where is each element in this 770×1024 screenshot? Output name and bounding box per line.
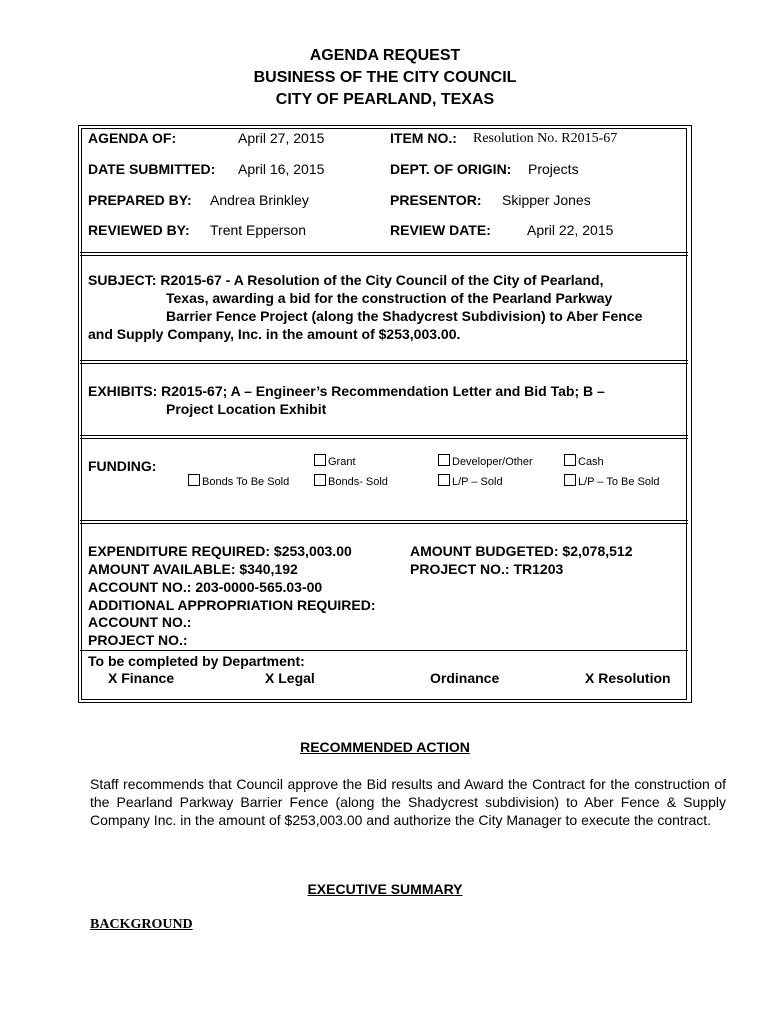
- finance-item: X Finance: [108, 670, 175, 686]
- prepared-by-value: Andrea Brinkley: [210, 192, 309, 208]
- funding-option-grant[interactable]: [314, 454, 356, 468]
- expenditure-required: EXPENDITURE REQUIRED: $253,003.00: [88, 543, 352, 559]
- account-no-2: ACCOUNT NO.:: [88, 614, 192, 630]
- date-submitted-value: April 16, 2015: [238, 161, 325, 177]
- checkbox[interactable]: [564, 454, 576, 466]
- funding-option-label: L/P – To Be Sold: [578, 476, 660, 488]
- review-date-label: REVIEW DATE:: [390, 222, 491, 238]
- presentor-label: PRESENTOR:: [390, 192, 482, 208]
- divider: [80, 650, 688, 651]
- dept-origin-value: Projects: [528, 161, 579, 177]
- funding-option-cash[interactable]: [564, 454, 604, 468]
- resolution-item: X Resolution: [585, 670, 671, 686]
- additional-appropriation: ADDITIONAL APPROPRIATION REQUIRED:: [88, 597, 376, 613]
- exhibits-line-1: EXHIBITS: R2015-67; A – Engineer’s Recommendation Letter and Bid Tab; B –: [88, 383, 605, 399]
- dept-origin-label: DEPT. OF ORIGIN:: [390, 161, 512, 177]
- header-line-1: AGENDA REQUEST: [309, 47, 461, 64]
- project-no-2: PROJECT NO.:: [88, 632, 188, 648]
- divider: [80, 360, 688, 361]
- date-submitted-label: DATE SUBMITTED:: [88, 161, 216, 177]
- divider: [80, 255, 688, 256]
- exhibits-line-2: Project Location Exhibit: [166, 401, 327, 417]
- agenda-of-label: AGENDA OF:: [88, 130, 177, 146]
- department-label: To be completed by Department:: [88, 653, 305, 669]
- review-date-value: April 22, 2015: [527, 222, 614, 238]
- subject-line-3: Barrier Fence Project (along the Shadycrest Subdivision) to Aber Fence: [166, 308, 643, 324]
- checkbox[interactable]: [314, 454, 326, 466]
- checkbox[interactable]: [188, 474, 200, 486]
- executive-summary-heading: EXECUTIVE SUMMARY: [307, 881, 463, 897]
- background-heading: BACKGROUND: [90, 917, 193, 932]
- recommended-action-body: Staff recommends that Council approve the Bid results and Award the Contract for the construction of the Pearland Parkway Barrier Fence (along the Shadycrest subdivision) to Aber Fence & Supply Company Inc. in the amount of $253,003.00 and authorize the City Manager to execute the contract.: [90, 776, 726, 828]
- prepared-by-label: PREPARED BY:: [88, 192, 192, 208]
- checkbox[interactable]: [314, 474, 326, 486]
- funding-option-developer[interactable]: [438, 454, 533, 468]
- divider: [80, 363, 688, 364]
- funding-option-bonds-to-be-sold[interactable]: [188, 474, 289, 488]
- funding-option-label: Grant: [328, 456, 356, 468]
- header-line-3: CITY OF PEARLAND, TEXAS: [275, 91, 495, 108]
- amount-available: AMOUNT AVAILABLE: $340,192: [88, 561, 298, 577]
- divider: [80, 520, 688, 521]
- account-no: ACCOUNT NO.: 203-0000-565.03-00: [88, 579, 323, 595]
- header-line-2: BUSINESS OF THE CITY COUNCIL: [253, 69, 517, 86]
- funding-option-lp-to-be-sold[interactable]: [564, 474, 660, 488]
- amount-budgeted: AMOUNT BUDGETED: $2,078,512: [410, 543, 633, 559]
- recommended-action-heading: RECOMMENDED ACTION: [300, 739, 470, 755]
- project-no: PROJECT NO.: TR1203: [410, 561, 564, 577]
- funding-option-label: Developer/Other: [452, 456, 533, 468]
- funding-option-bonds-sold[interactable]: [314, 474, 388, 488]
- divider: [80, 252, 688, 253]
- divider: [80, 438, 688, 439]
- funding-option-lp-sold[interactable]: [438, 474, 503, 488]
- agenda-of-value: April 27, 2015: [238, 130, 325, 146]
- subject-line-4: and Supply Company, Inc. in the amount of $253,003.00.: [88, 326, 461, 342]
- divider: [80, 523, 688, 524]
- checkbox[interactable]: [564, 474, 576, 486]
- presentor-value: Skipper Jones: [502, 192, 591, 208]
- funding-label: FUNDING:: [88, 458, 157, 474]
- legal-item: X Legal: [265, 670, 315, 686]
- subject-line-2: Texas, awarding a bid for the construction of the Pearland Parkway: [166, 290, 613, 306]
- reviewed-by-value: Trent Epperson: [210, 222, 306, 238]
- checkbox[interactable]: [438, 474, 450, 486]
- item-no-value: Resolution No. R2015-67: [473, 131, 618, 146]
- ordinance-item: Ordinance: [430, 670, 500, 686]
- subject-line-1: SUBJECT: R2015-67 - A Resolution of the City Council of the City of Pearland,: [88, 272, 604, 288]
- funding-option-label: Cash: [578, 456, 604, 468]
- funding-option-label: Bonds- Sold: [328, 476, 388, 488]
- divider: [80, 435, 688, 436]
- funding-option-label: Bonds To Be Sold: [202, 476, 290, 488]
- reviewed-by-label: REVIEWED BY:: [88, 222, 190, 238]
- item-no-label: ITEM NO.:: [390, 130, 457, 146]
- checkbox[interactable]: [438, 454, 450, 466]
- funding-option-label: L/P – Sold: [452, 476, 503, 488]
